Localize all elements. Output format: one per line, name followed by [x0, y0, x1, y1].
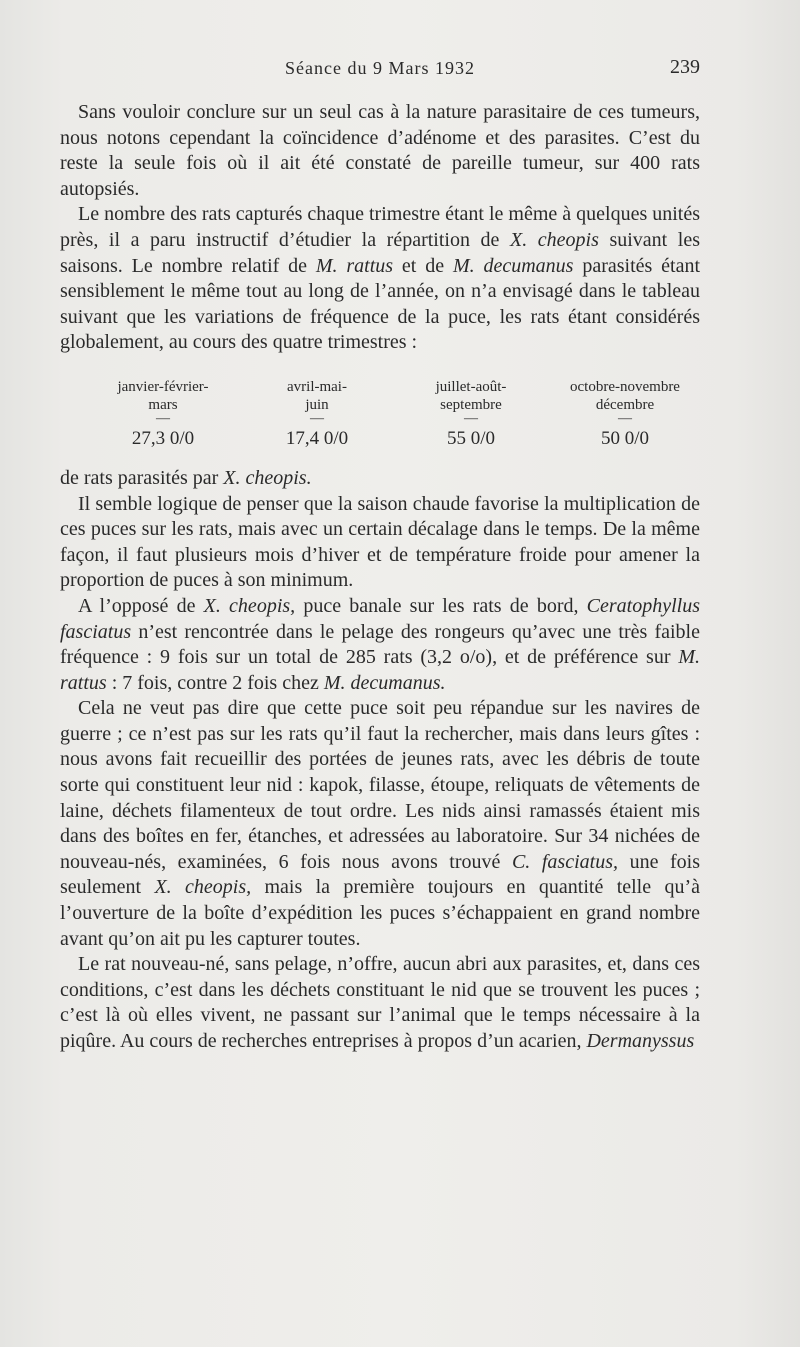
- p7-species-dermanyssus: Dermanyssus: [586, 1030, 695, 1052]
- column-header-line2: décembre: [595, 396, 655, 413]
- p7-text-a: Le rat nouveau-né, sans pelage, n’offre, aucun abri aux parasites, et, dans ces conditions, c’est dans les déchets constituant le nid que se trouvent les puces ; c’est là où elles vivent, ne passant sur l’animal que le temps nécessaire à la piqûre. Au cours de recherches entreprises à propos d’un acarien,: [60, 953, 700, 1052]
- table-column: [242, 378, 392, 450]
- p3-species-x-cheopis: X. cheopis.: [223, 466, 312, 489]
- page-body: [60, 100, 700, 1055]
- column-header-line1: janvier-février-: [117, 378, 209, 395]
- p2-species-x-cheopis: X. cheopis: [509, 228, 599, 251]
- p5-species-c-fasciatus: Ceratophyllus fasciatus: [60, 594, 701, 643]
- page-header: [60, 56, 700, 84]
- paragraph-3: [60, 466, 700, 492]
- column-header-line1: octobre-novembre: [570, 378, 680, 395]
- column-value: 50 0/0: [600, 427, 650, 449]
- column-header-line2: septembre: [440, 396, 502, 413]
- paragraph-2: [60, 202, 700, 356]
- table-column: [88, 378, 238, 450]
- p5-text-e: n’est rencontrée dans le pelage des rongeurs qu’avec une très faible fréquence : 9 fois sur un total de 285 rats (3,2 o/o), et de préférence sur: [60, 620, 700, 669]
- paragraph-5: [60, 594, 700, 696]
- column-dash: —: [464, 410, 478, 426]
- page-number: 239: [670, 56, 700, 78]
- p6-species-x-cheopis: X. cheopis,: [154, 876, 252, 899]
- column-value: 27,3 0/0: [131, 427, 195, 449]
- p5-text-c: puce banale sur les rats de bord,: [295, 594, 587, 617]
- p2-text-e: et de: [393, 254, 453, 277]
- p3-text-a: de rats parasités par: [60, 466, 224, 489]
- p6-text-e: mais la première toujours en quantité telle qu’à l’ouverture de la boîte d’expédition les puces s’échappaient en grand nombre avant qu’on ait pu les capturer toutes.: [60, 876, 700, 950]
- column-dash: —: [310, 410, 324, 426]
- table-column: [550, 378, 700, 450]
- p5-text-a: A l’opposé de: [78, 594, 204, 617]
- column-header-line2: juin: [305, 396, 329, 413]
- p2-species-m-decumanus: M. decumanus: [452, 254, 574, 277]
- paragraph-7: [60, 952, 700, 1054]
- running-head: Séance du 9 Mars 1932: [285, 58, 475, 78]
- p6-text-a: Cela ne veut pas dire que cette puce soit peu répandue sur les navires de guerre ; ce n’est pas sur les rats qu’il faut la rechercher, mais dans leurs gîtes : nous avons fait recueillir des portées de jeunes rats, avec les débris de toute sorte qui constituent leur nid : kapok, filasse, étoupe, reliquats de vêtements de laine, déchets filamenteux de tout ordre. Les nids ainsi ramassés étaient mis dans des boîtes en fer, étanches, et adressées au laboratoire. Sur 34 nichées de nouveau-nés, examinées, 6 fois nous avons trouvé: [60, 697, 700, 873]
- p6-text-c: une fois seulement: [60, 850, 701, 899]
- paragraph-4: Il semble logique de penser que la saison chaude favorise la multiplication de ces puces sur les rats, mais avec un certain décalage dans le temps. De la même façon, il faut plusieurs mois d’hiver et de température froide pour amener la proportion de puces à son minimum.: [60, 492, 700, 592]
- p2-species-m-rattus: M. rattus: [315, 254, 394, 277]
- paragraph-1: Sans vouloir conclure sur un seul cas à la nature parasitaire de ces tumeurs, nous notons cependant la coïncidence d’adénome et des parasites. C’est du reste la seule fois où il ait été constaté de pareille tumeur, sur 400 rats autopsiés.: [60, 101, 700, 200]
- p2-text-c: suivant les saisons. Le nombre relatif de: [60, 228, 701, 277]
- p2-text-a: Le nombre des rats capturés chaque trimestre étant le même à quelques unités près, il a paru instructif d’étudier la répartition de: [60, 203, 700, 251]
- column-header-line1: avril-mai-: [287, 378, 347, 395]
- seasonal-table: [60, 378, 700, 450]
- p2-text-g: parasités étant sensiblement le même tout au long de l’année, on n’a envisagé dans le tableau suivant que les variations de fréquence de la puce, les rats étant considérés globalement, au cours des quatre trimestres :: [60, 254, 701, 354]
- p5-text-g: : 7 fois, contre 2 fois chez: [106, 671, 324, 694]
- column-header-line2: mars: [148, 396, 178, 413]
- p6-species-c-fasciatus: C. fasciatus,: [511, 850, 618, 873]
- column-value: 17,4 0/0: [285, 427, 349, 449]
- p5-species-m-decumanus: M. decumanus.: [323, 671, 446, 694]
- table-column: [396, 378, 546, 450]
- column-dash: —: [156, 410, 170, 426]
- column-dash: —: [618, 410, 632, 426]
- p5-species-m-rattus: M. rattus: [60, 646, 700, 694]
- p5-species-x-cheopis: X. cheopis,: [203, 594, 296, 617]
- paragraph-6: [60, 696, 700, 952]
- column-header-line1: juillet-août-: [435, 378, 507, 395]
- column-value: 55 0/0: [446, 427, 496, 449]
